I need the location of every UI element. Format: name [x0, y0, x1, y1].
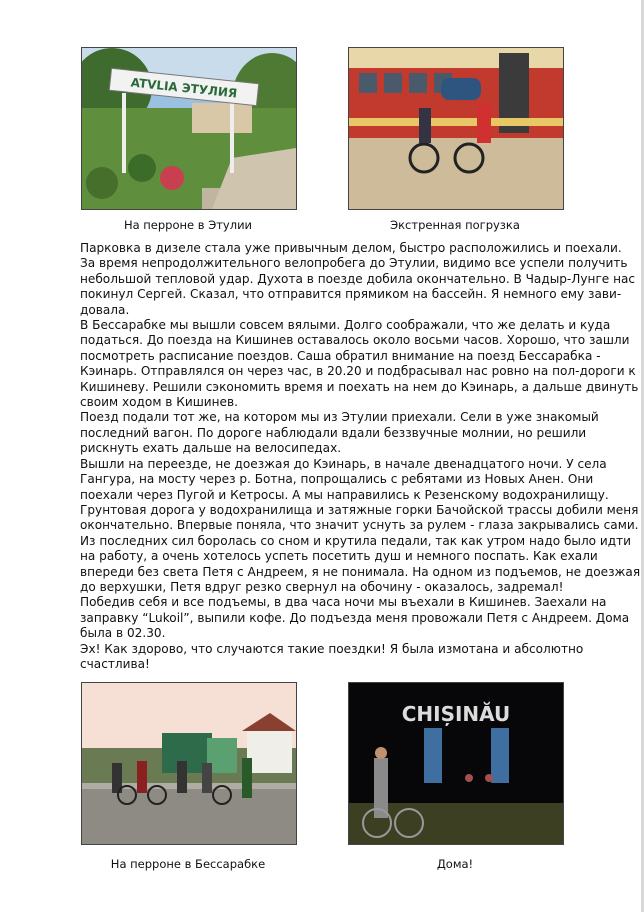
text-line: посмотреть расписание поездов. Саша обратил внимание на поезд Бессарабка - [80, 348, 601, 363]
text-line: Грунтовая дорога у водохранилища и затяжные горки Бачойской трассы добили меня [80, 502, 639, 517]
paragraph-4 [80, 456, 641, 596]
chisinau-sign-text: CHIȘINĂU [401, 702, 511, 726]
station-sign-text: ATVLIA ЭТУЛИЯ [130, 75, 238, 101]
text-line: заправку “Lukoil”, выпили кофе. До подъезда меня провожали Петя с Андреем. Дома [80, 610, 630, 625]
text-line: своим ходом в Кишинев. [80, 395, 238, 410]
etulia-platform-image [82, 48, 296, 209]
text-line: Парковка в дизеле стала уже привычным делом, быстро расположились и поехали. [80, 241, 622, 255]
text-line: податься. До поезда на Кишинев оставалось около восьми часов. Хорошо, что зашли [80, 333, 630, 348]
caption-bessarabka-platform: На перроне в Бессарабке [110, 857, 266, 871]
paragraph-1 [80, 241, 636, 318]
photo-bessarabka-platform [81, 682, 297, 845]
text-line: Эх! Как здорово, что случаются такие поездки! Я была измотана и абсолютно [80, 641, 584, 656]
text-line: За время непродолжительного велопробега до Этулии, видимо все успели получить [80, 256, 628, 271]
text-line: Кэинарь. Отправлялся он через час, в 20.20 и подбрасывал нас ровно на пол-дороги к [80, 364, 636, 379]
text-line: Победив себя и все подъемы, в два часа ночи мы въехали в Кишинев. Заехали на [80, 595, 607, 610]
article-text [80, 241, 641, 672]
photo-emergency-loading [348, 47, 564, 210]
text-line: Кишиневу. Решили сэкономить время и поехать на нем до Кэинарь, а дальше двинуть [80, 379, 639, 394]
text-line: Из последних сил боролась со сном и крутила педали, так как утром надо было идти [80, 533, 632, 548]
text-line: В Бессарабке мы вышли совсем вялыми. Долго соображали, что же делать и куда [80, 318, 611, 333]
caption-emergency-loading: Экстренная погрузка [390, 218, 520, 232]
text-line: Вышли на переезде, не доезжая до Кэинарь, в начале двенадцатого ночи. У села [80, 456, 607, 471]
caption-etulia-platform: На перроне в Этулии [123, 218, 253, 232]
text-line: Гангура, на мосту через р. Ботна, попрощались с ребятами из Новых Анен. Они [80, 472, 594, 487]
emergency-loading-image [349, 48, 563, 209]
text-line: впереди без света Петя с Андреем, я не понимала. На одном из подъемов, не доезжая [80, 564, 641, 579]
text-line: покинул Сергей. Сказал, что отправится прямиком на бассейн. Я немного ему зави- [80, 287, 622, 302]
paragraph-5 [80, 595, 630, 641]
text-line: счастлива! [80, 656, 150, 671]
text-line: окончательно. Впервые поняла, что значит уснуть за рулем - глаза закрывались сами. [80, 518, 639, 533]
text-line: небольшой тепловой удар. Духота в поезде добила окончательно. В Чадыр-Лунге нас [80, 271, 636, 286]
paragraph-3 [80, 410, 599, 456]
paragraph-6 [80, 642, 588, 673]
text-line: поехали через Пугой и Кетросы. А мы направились к Резенскому водохранилищу. [80, 487, 609, 502]
photo-etulia-platform [81, 47, 297, 210]
text-line: до верхушки, Петя вдруг резко свернул на обочину - оказалось, задремал! [80, 579, 564, 594]
paragraph-2 [80, 318, 639, 410]
text-line: Поезд подали тот же, на котором мы из Этулии приехали. Сели в уже знакомый [80, 410, 599, 425]
bessarabka-platform-image [82, 683, 296, 844]
caption-home-chisinau: Дома! [436, 857, 474, 871]
home-chisinau-image [349, 683, 563, 844]
photo-home-chisinau [348, 682, 564, 845]
text-line: рискнуть ехать дальше на велосипедах. [80, 441, 342, 456]
text-line: на работу, а очень хотелось успеть посетить душ и немного поспать. Как ехали [80, 549, 598, 564]
text-line: последний вагон. По дороге наблюдали вдали беззвучные молнии, но решили [80, 425, 587, 440]
text-line: довала. [80, 302, 130, 317]
text-line: была в 02.30. [80, 626, 166, 641]
